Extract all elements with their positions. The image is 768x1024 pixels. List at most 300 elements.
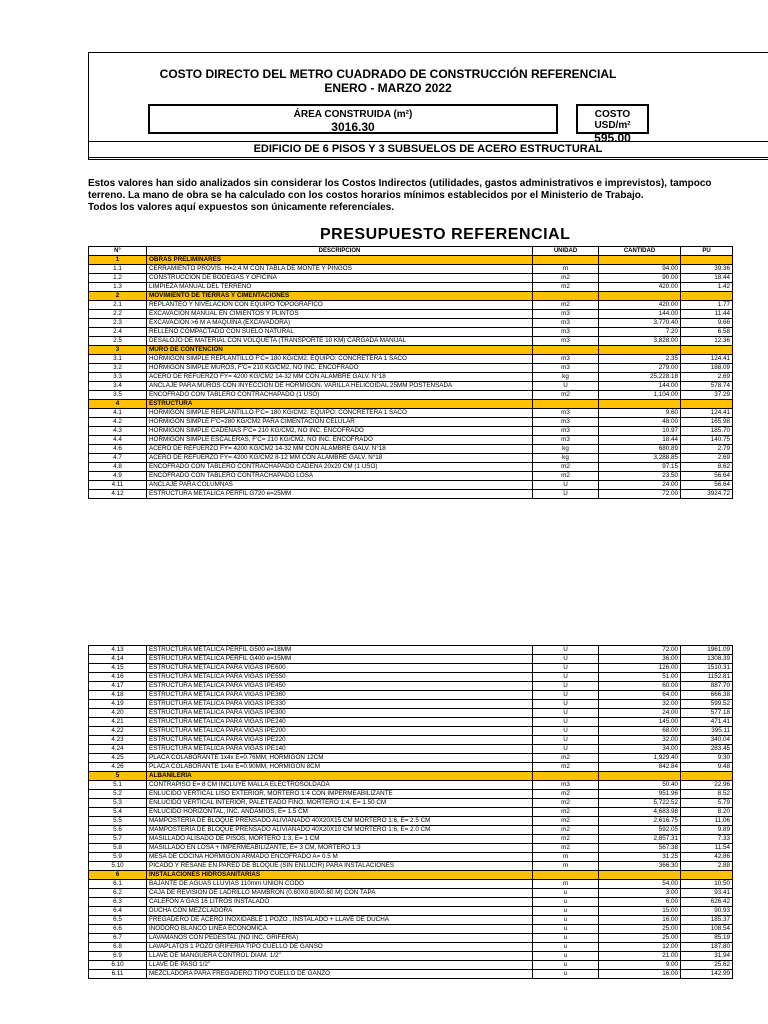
item-unit: m [533,265,599,274]
item-description: ESTRUCTURA [147,400,533,409]
item-unit: m2 [533,463,599,472]
col-desc: DESCRIPCIÓN [147,247,533,256]
table-row [89,337,733,346]
table-row [89,808,733,817]
item-unit-price: 11.54 [681,844,733,853]
item-description: ESTRUCTURA METALICA PARA VIGAS IPE140 [147,745,533,754]
item-description: ESTRUCTURA METALICA PARA VIGAS IPE330 [147,700,533,709]
item-unit-price: 56.64 [681,481,733,490]
item-quantity: 25.00 [599,925,681,934]
table-row [89,700,733,709]
item-number: 2.1 [89,301,147,310]
item-quantity: 12.00 [599,943,681,952]
table-row [89,925,733,934]
item-number: 6.7 [89,934,147,943]
item-number: 6.2 [89,889,147,898]
item-quantity: 90.00 [599,274,681,283]
item-quantity: 366.30 [599,862,681,871]
item-unit-price: 108.54 [681,925,733,934]
item-unit: m2 [533,763,599,772]
item-number: 4.23 [89,736,147,745]
item-description: ACERO DE REFUERZO FY= 4200 KG/CM2 8-12 MM CON ALAMBRE GALV. N°18 [147,454,533,463]
item-quantity: 16.00 [599,970,681,979]
item-unit-price: 283.45 [681,745,733,754]
item-unit-price: 124.41 [681,409,733,418]
item-quantity: 24.00 [599,709,681,718]
item-description: PLACA COLABORANTE 1x4x E=0.90MM, HORMIGON 8CM [147,763,533,772]
item-number: 4.18 [89,691,147,700]
table-row [89,445,733,454]
item-number: 2.5 [89,337,147,346]
item-unit: u [533,970,599,979]
table-row [89,328,733,337]
table-row [89,727,733,736]
item-unit-price: 471.41 [681,718,733,727]
item-description: PLACA COLABORANTE 1x4x E=0.76MM, HORMIGON 12CM [147,754,533,763]
item-number: 4.4 [89,436,147,445]
item-number: 1.2 [89,274,147,283]
item-description: REPLANTEO Y NIVELACION CON EQUIPO TOPOGRAFICO [147,301,533,310]
table-row [89,682,733,691]
item-unit [533,400,599,409]
item-unit: m2 [533,754,599,763]
item-unit: m3 [533,781,599,790]
table-row [89,283,733,292]
item-unit: m3 [533,418,599,427]
item-description: ACERO DE REFUERZO FY= 4200 KG/CM2 14-32 MM CON ALAMBRE GALV. N°18 [147,445,533,454]
item-description: ANCLAJE PARA MUROS CON INYECCIÓN DE HORMIGÓN. VARILLA HELICOIDAL 25MM POSTENSADA [147,382,533,391]
item-unit: m2 [533,283,599,292]
item-number: 6.10 [89,961,147,970]
item-description: LAVAPLATOS 1 POZO GRIFERIA TIPO CUELLO DE GANSO [147,943,533,952]
item-number: 5.10 [89,862,147,871]
item-unit: m2 [533,808,599,817]
item-unit-price: 12.36 [681,337,733,346]
item-quantity: 9.00 [599,961,681,970]
item-unit-price: 1.42 [681,283,733,292]
item-unit-price: 187.80 [681,943,733,952]
item-unit-price: 124.41 [681,355,733,364]
item-quantity: 567.38 [599,844,681,853]
item-unit-price: 1961.09 [681,646,733,655]
item-unit-price: 9.30 [681,754,733,763]
item-description: CALEFON A GAS 16 LITROS INSTALADO [147,898,533,907]
item-number: 2.4 [89,328,147,337]
item-unit-price: 1308.39 [681,655,733,664]
table-row [89,745,733,754]
item-description: INSTALACIONES HIDROSANITARIAS [147,871,533,880]
item-quantity: 592.05 [599,826,681,835]
item-unit-price [681,292,733,301]
item-unit-price: 39.36 [681,265,733,274]
item-quantity: 50.40 [599,781,681,790]
item-number: 4.15 [89,664,147,673]
cost-label: COSTO USD/m² [594,109,631,131]
item-quantity: 3,288.85 [599,454,681,463]
section-row [89,256,733,265]
item-quantity: 9.60 [599,409,681,418]
item-unit-price [681,400,733,409]
item-description: FREGADERO DE ACERO INOXIDABLE 1 POZO , INSTALADO + LLAVE DE DUCHA [147,916,533,925]
item-quantity: 2,857.31 [599,835,681,844]
item-number: 6.5 [89,916,147,925]
item-quantity [599,346,681,355]
item-description: EXCAVACION MANUAL EN CIMIENTOS Y PLINTOS [147,310,533,319]
item-unit: U [533,745,599,754]
item-number: 6 [89,871,147,880]
item-description: ESTRUCTURA METALICA PERFIL G720 e=25MM [147,490,533,499]
item-number: 6.4 [89,907,147,916]
item-description: MURO DE CONTENCIÓN [147,346,533,355]
table-row [89,736,733,745]
item-description: ESTRUCTURA METALICA PARA VIGAS IPE600 [147,664,533,673]
item-description: ENCOFRADO CON TABLERO CONTRACHAPADO LOSA [147,472,533,481]
item-description: ENCOFRADO CON TABLERO CONTRACHAPADO CADENA 20x20 CM (1 USO) [147,463,533,472]
item-description: MESA DE COCINA HORMIGÓN ARMADO ENCOFRADO A= 0.5 M [147,853,533,862]
disclaimer-note [88,178,768,214]
item-quantity [599,772,681,781]
item-unit-price: 188.09 [681,364,733,373]
item-unit-price: 18.44 [681,274,733,283]
table-row [89,934,733,943]
item-unit-price: 9.48 [681,763,733,772]
item-unit-price: 185.37 [681,916,733,925]
item-number: 4.12 [89,490,147,499]
item-description: EXCAVACION >6 M A MAQUINA (EXCAVADORA) [147,319,533,328]
item-number: 5.6 [89,826,147,835]
item-number: 2.2 [89,310,147,319]
item-unit-price: 11.06 [681,817,733,826]
item-unit [533,871,599,880]
item-unit-price [681,772,733,781]
section-row [89,772,733,781]
item-unit: U [533,727,599,736]
item-description: ESTRUCTURA METALICA PERFIL G500 e=18MM [147,646,533,655]
item-quantity: 18.44 [599,436,681,445]
item-number: 6.9 [89,952,147,961]
item-number: 3.1 [89,355,147,364]
item-quantity: 10.97 [599,427,681,436]
item-description: DESALOJO DE MATERIAL CON VOLQUETA (TRANSPORTE 10 KM) CARGADA MANUAL [147,337,533,346]
item-unit: U [533,736,599,745]
item-number: 5.8 [89,844,147,853]
item-unit: m2 [533,844,599,853]
item-quantity [599,871,681,880]
item-number: 3.3 [89,373,147,382]
item-number: 5.4 [89,808,147,817]
table-row [89,490,733,499]
item-unit-price: 42.86 [681,853,733,862]
item-unit-price: 7.33 [681,835,733,844]
item-description: CONSTRUCCIÓN DE BODEGAS Y OFICINA [147,274,533,283]
item-unit: m3 [533,328,599,337]
item-unit: m [533,880,599,889]
item-description: ESTRUCTURA METALICA PARA VIGAS IPE450 [147,682,533,691]
section-row [89,346,733,355]
table-row [89,952,733,961]
table-row [89,481,733,490]
item-description: MASILLADO EN LOSA + IMPERMEABILIZANTE, E= 3 CM, MORTERO 1:3 [147,844,533,853]
item-number: 3.2 [89,364,147,373]
item-quantity: 34.00 [599,745,681,754]
item-unit-price: 3924.72 [681,490,733,499]
item-unit-price: 626.42 [681,898,733,907]
item-unit-price: 2.79 [681,445,733,454]
item-unit: u [533,952,599,961]
item-unit: m2 [533,472,599,481]
item-quantity: 2.35 [599,355,681,364]
item-number: 4.8 [89,463,147,472]
area-value: 3016.30 [331,120,375,134]
item-unit-price: 93.41 [681,889,733,898]
item-unit: m2 [533,301,599,310]
table-row [89,790,733,799]
item-unit: u [533,898,599,907]
item-number: 4.9 [89,472,147,481]
table-row [89,301,733,310]
item-unit: u [533,907,599,916]
item-quantity: 126.00 [599,664,681,673]
item-quantity: 60.00 [599,682,681,691]
table-row [89,754,733,763]
item-description: ESTRUCTURA METALICA PARA VIGAS IPE200 [147,727,533,736]
item-description: ESTRUCTURA METALICA PARA VIGAS IPE240 [147,718,533,727]
item-number: 2 [89,292,147,301]
table-row [89,826,733,835]
item-description: MOVIMIENTO DE TIERRAS Y CIMENTACIONES [147,292,533,301]
table-row [89,889,733,898]
item-quantity [599,292,681,301]
item-quantity: 21.00 [599,952,681,961]
area-label: ÁREA CONSTRUIDA (m²) [293,109,413,120]
col-qty: CANTIDAD [599,247,681,256]
item-quantity: 64.00 [599,691,681,700]
item-quantity: 94.00 [599,265,681,274]
item-unit: m2 [533,826,599,835]
item-quantity: 51.00 [599,673,681,682]
cost-box [576,104,649,145]
table-row [89,709,733,718]
item-quantity: 5,722.52 [599,799,681,808]
item-unit-price: 5.79 [681,799,733,808]
table-row [89,673,733,682]
section-row [89,871,733,880]
item-unit: U [533,481,599,490]
item-number: 5.1 [89,781,147,790]
item-unit-price: 577.18 [681,709,733,718]
item-unit-price: 1152.81 [681,673,733,682]
table-row [89,961,733,970]
table-row [89,853,733,862]
table-row [89,265,733,274]
table-row [89,898,733,907]
table-row [89,382,733,391]
table-row [89,655,733,664]
item-number: 4.7 [89,454,147,463]
item-description: PICADO Y RESANE EN PARED DE BLOQUE (SIN ENLUCIR) PARA INSTALACIONES [147,862,533,871]
item-quantity: 2,616.75 [599,817,681,826]
item-quantity: 145.00 [599,718,681,727]
table-header-row [89,247,733,256]
item-number: 6.1 [89,880,147,889]
item-number: 1.1 [89,265,147,274]
item-unit: m2 [533,799,599,808]
table-row [89,817,733,826]
item-unit-price: 10.50 [681,880,733,889]
document-title: COSTO DIRECTO DEL METRO CUADRADO DE CONSTRUCCIÓN REFERENCIAL [159,67,617,81]
item-description: HORMIGÓN SIMPLE F'C=280 KG/CM2 PARA CIMENTACIÓN CELULAR [147,418,533,427]
item-unit-price: 599.52 [681,700,733,709]
item-unit-price: 2.69 [681,454,733,463]
table-row [89,454,733,463]
item-unit: kg [533,454,599,463]
item-unit: U [533,664,599,673]
item-quantity [599,256,681,265]
item-number: 5.2 [89,790,147,799]
table-row [89,463,733,472]
item-number: 4.19 [89,700,147,709]
area-box [148,104,558,134]
item-unit-price: 578.74 [681,382,733,391]
item-quantity: 3,770.40 [599,319,681,328]
budget-title: PRESUPUESTO REFERENCIAL [320,226,571,243]
table-row [89,916,733,925]
item-unit-price: 185.70 [681,427,733,436]
item-unit: u [533,925,599,934]
item-description: CONTRAPISO E= 8 CM INCLUYE MALLA ELECTROSOLDADA [147,781,533,790]
item-description: CAJA DE REVISION DE LADRILLO MAMBRON (0.60X0.60X0.60 M) CON TAPA [147,889,533,898]
table-row [89,355,733,364]
col-unit: UNIDAD [533,247,599,256]
item-number: 4.24 [89,745,147,754]
table-row [89,907,733,916]
item-description: ALBAÑILERÍA [147,772,533,781]
item-number: 6.3 [89,898,147,907]
item-number: 3.4 [89,382,147,391]
item-description: ESTRUCTURA METALICA PARA VIGAS IPE360 [147,691,533,700]
item-description: BAJANTE DE AGUAS LLUVIAS 110mm UNION CODO [147,880,533,889]
item-description: MEZCLADORA PARA FREGADERO TIPO CUELLO DE GANZO [147,970,533,979]
item-description: ESTRUCTURA METALICA PERFIL G400 e=15MM [147,655,533,664]
item-unit-price: 140.75 [681,436,733,445]
item-unit: m3 [533,409,599,418]
item-quantity: 72.00 [599,490,681,499]
table-row [89,781,733,790]
item-unit [533,772,599,781]
item-number: 1.3 [89,283,147,292]
item-unit-price: 85.19 [681,934,733,943]
item-description: ACERO DE REFUERZO FY= 4200 KG/CM2 14-32 MM CON ALAMBRE GALV. N°18 [147,373,533,382]
item-quantity: 25,228.18 [599,373,681,382]
item-unit: m3 [533,310,599,319]
item-quantity: 7.20 [599,328,681,337]
item-unit: m2 [533,391,599,400]
item-unit: m [533,862,599,871]
item-number: 4.3 [89,427,147,436]
item-quantity: 1,104.00 [599,391,681,400]
item-quantity: 54.00 [599,880,681,889]
note-line: Estos valores han sido analizados sin considerar los Costos Indirectos (utilidades, gastos administrativos e imprevistos), tampoco [88,178,712,189]
item-description: MAMPOSTERÍA DE BLOQUE PRENSADO ALIVIANADO 40X20X15 CM MORTERO 1:6, E= 2.5 CM [147,817,533,826]
item-unit [533,346,599,355]
table-row [89,373,733,382]
document-period: ENERO - MARZO 2022 [324,81,452,95]
item-unit: U [533,646,599,655]
item-unit-price: 37.29 [681,391,733,400]
item-quantity: 3.00 [599,889,681,898]
table-row [89,436,733,445]
item-quantity: 144.00 [599,310,681,319]
item-unit-price: 9.66 [681,319,733,328]
item-unit-price: 6.58 [681,328,733,337]
item-unit: U [533,655,599,664]
item-unit: U [533,382,599,391]
item-unit-price: 142.99 [681,970,733,979]
item-quantity: 144.00 [599,382,681,391]
table-row [89,409,733,418]
item-quantity: 279.00 [599,364,681,373]
budget-table-part1 [88,246,733,499]
item-description: ANCLAJE PARA COLUMNAS [147,481,533,490]
item-description: LIMPIEZA MANUAL DEL TERRENO [147,283,533,292]
item-description: ESTRUCTURA METALICA PARA VIGAS IPE220 [147,736,533,745]
item-quantity: 97.15 [599,463,681,472]
item-number: 4.1 [89,409,147,418]
section-row [89,400,733,409]
table-row [89,364,733,373]
item-quantity: 23.50 [599,472,681,481]
item-unit: m3 [533,427,599,436]
item-description: HORMIGÓN SIMPLE REPLANTILLO F'C= 180 KG/CM2. EQUIPO: CONCRETERA 1 SACO [147,355,533,364]
item-number: 5.7 [89,835,147,844]
item-quantity: 48.00 [599,418,681,427]
item-description: INODORO BLANCO LINEA ECONÓMICA [147,925,533,934]
item-unit: m2 [533,835,599,844]
item-unit-price: 887.70 [681,682,733,691]
item-unit-price: 2.69 [681,373,733,382]
item-quantity: 32.00 [599,736,681,745]
item-unit: u [533,889,599,898]
item-unit-price: 22.96 [681,781,733,790]
item-description: MAMPOSTERÍA DE BLOQUE PRENSADO ALIVIANADO 40X20X10 CM MORTERO 1:6, E= 2.0 CM [147,826,533,835]
item-unit-price: 8.62 [681,463,733,472]
table-row [89,418,733,427]
item-number: 5.3 [89,799,147,808]
item-number: 4.22 [89,727,147,736]
item-number: 4.17 [89,682,147,691]
item-unit-price: 8.20 [681,808,733,817]
item-unit: m2 [533,274,599,283]
item-unit-price: 395.11 [681,727,733,736]
item-unit: U [533,718,599,727]
item-quantity: 680.89 [599,445,681,454]
item-quantity: 15.00 [599,907,681,916]
item-unit: U [533,682,599,691]
item-quantity: 32.00 [599,700,681,709]
item-number: 4.6 [89,445,147,454]
item-description: LLAVE DE MANGUERA CONTROL DIAM. 1/2" [147,952,533,961]
item-number: 5 [89,772,147,781]
item-unit: U [533,691,599,700]
item-unit-price: 2.88 [681,862,733,871]
item-description: RELLENO COMPACTADO CON SUELO NATURAL [147,328,533,337]
table-row [89,319,733,328]
item-unit-price: 340.04 [681,736,733,745]
table-row [89,664,733,673]
table-row [89,472,733,481]
item-unit-price: 90.93 [681,907,733,916]
item-unit: m3 [533,355,599,364]
